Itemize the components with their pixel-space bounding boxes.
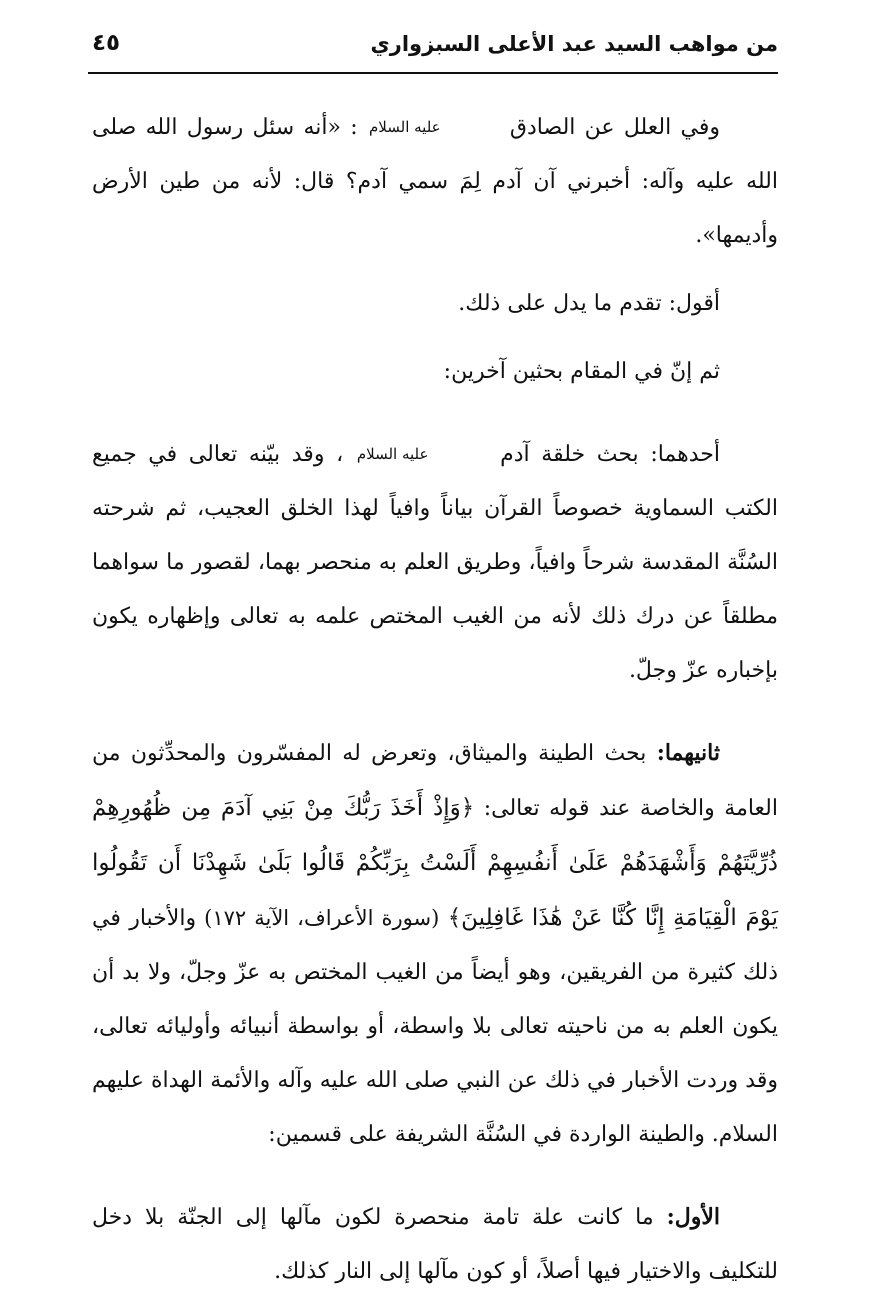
honorific-mark: عليه السلام: [369, 118, 441, 136]
paragraph-intro: أحدهما: بحث خلقة آدم: [500, 442, 721, 467]
honorific-mark: عليه السلام: [356, 445, 429, 463]
paragraph-first-topic: [92, 427, 778, 698]
verse-reference: (سورة الأعراف، الآية ١٧٢): [196, 906, 440, 930]
paragraph-text: ، وقد بيّنه تعالى في جميع الكتب السماوية خصوصاً القرآن بياناً وافياً لهذا الخلق العجيب، ثم شرحته السُنَّة المقدسة شرحاً وافياً، وطريق العلم به منحصر بهما، لقصور ما سواهما مطلقاً عن درك ذلك لأنه من الغيب المختص علمه به تعالى وإظهاره يكون بإخباره عزّ وجلّ.: [92, 442, 778, 683]
paragraph-lead: الأول:: [666, 1204, 720, 1230]
paragraph-intro: وفي العلل عن الصادق: [509, 115, 720, 140]
running-title: من مواهب السيد عبد الأعلى السبزواري: [370, 32, 778, 56]
paragraph-ilal: [92, 100, 778, 263]
paragraph-text: ثم إنّ في المقام بحثين آخرين:: [443, 359, 720, 384]
paragraph-text: أقول: تقدم ما يدل على ذلك.: [458, 291, 720, 316]
page-header: [88, 20, 778, 74]
paragraph-two-topics: [92, 345, 778, 399]
paragraph-text: بحث الطينة والميثاق، وتعرض له المفسّرون والمحدِّثون من العامة والخاصة عند قوله تعالى:: [92, 741, 778, 821]
paragraph-second-topic: [92, 726, 778, 1162]
paragraph-first-kind: [92, 1190, 778, 1299]
paragraph-aqul: [92, 277, 778, 331]
paragraph-text-continued: والأخبار في ذلك كثيرة من الفريقين، وهو أيضاً من الغيب المختص به عزّ وجلّ، ولا بد أن يكون العلم به من ناحيته تعالى بلا واسطة، أو بواسطة أنبيائه وأوليائه تعالى، وقد وردت الأخبار في ذلك عن النبي صلى الله عليه وآله والأئمة الهداة عليهم السلام. والطينة الواردة في السُنَّة الشريفة على قسمين:: [92, 906, 778, 1147]
paragraph-text: : «أنه سئل رسول الله صلى الله عليه وآله: أخبرني آن آدم لِمَ سمي آدم؟ قال: لأنه من طين الأرض وأديمها».: [92, 115, 778, 248]
page-number: ٤٥: [92, 30, 121, 56]
quran-verse: ﴿وَإِذْ أَخَذَ رَبُّكَ مِنْ بَنِي آدَمَ مِن ظُهُورِهِمْ ذُرِّيَّتَهُمْ وَأَشْهَدَهُمْ عَلَىٰ أَنفُسِهِمْ أَلَسْتُ بِرَبِّكُمْ قَالُوا بَلَىٰ شَهِدْنَا أَن تَقُولُوا يَوْمَ الْقِيَامَةِ إِنَّا كُنَّا عَنْ هَٰذَا غَافِلِينَ﴾: [92, 795, 779, 931]
paragraph-lead: ثانيهما:: [656, 740, 720, 766]
paragraph-text: ما كانت علة تامة منحصرة لكون مآلها إلى الجنّة بلا دخل للتكليف والاختيار فيها أصلاً، أو كون مآلها إلى النار كذلك.: [92, 1205, 778, 1284]
page-body: [92, 100, 778, 1299]
